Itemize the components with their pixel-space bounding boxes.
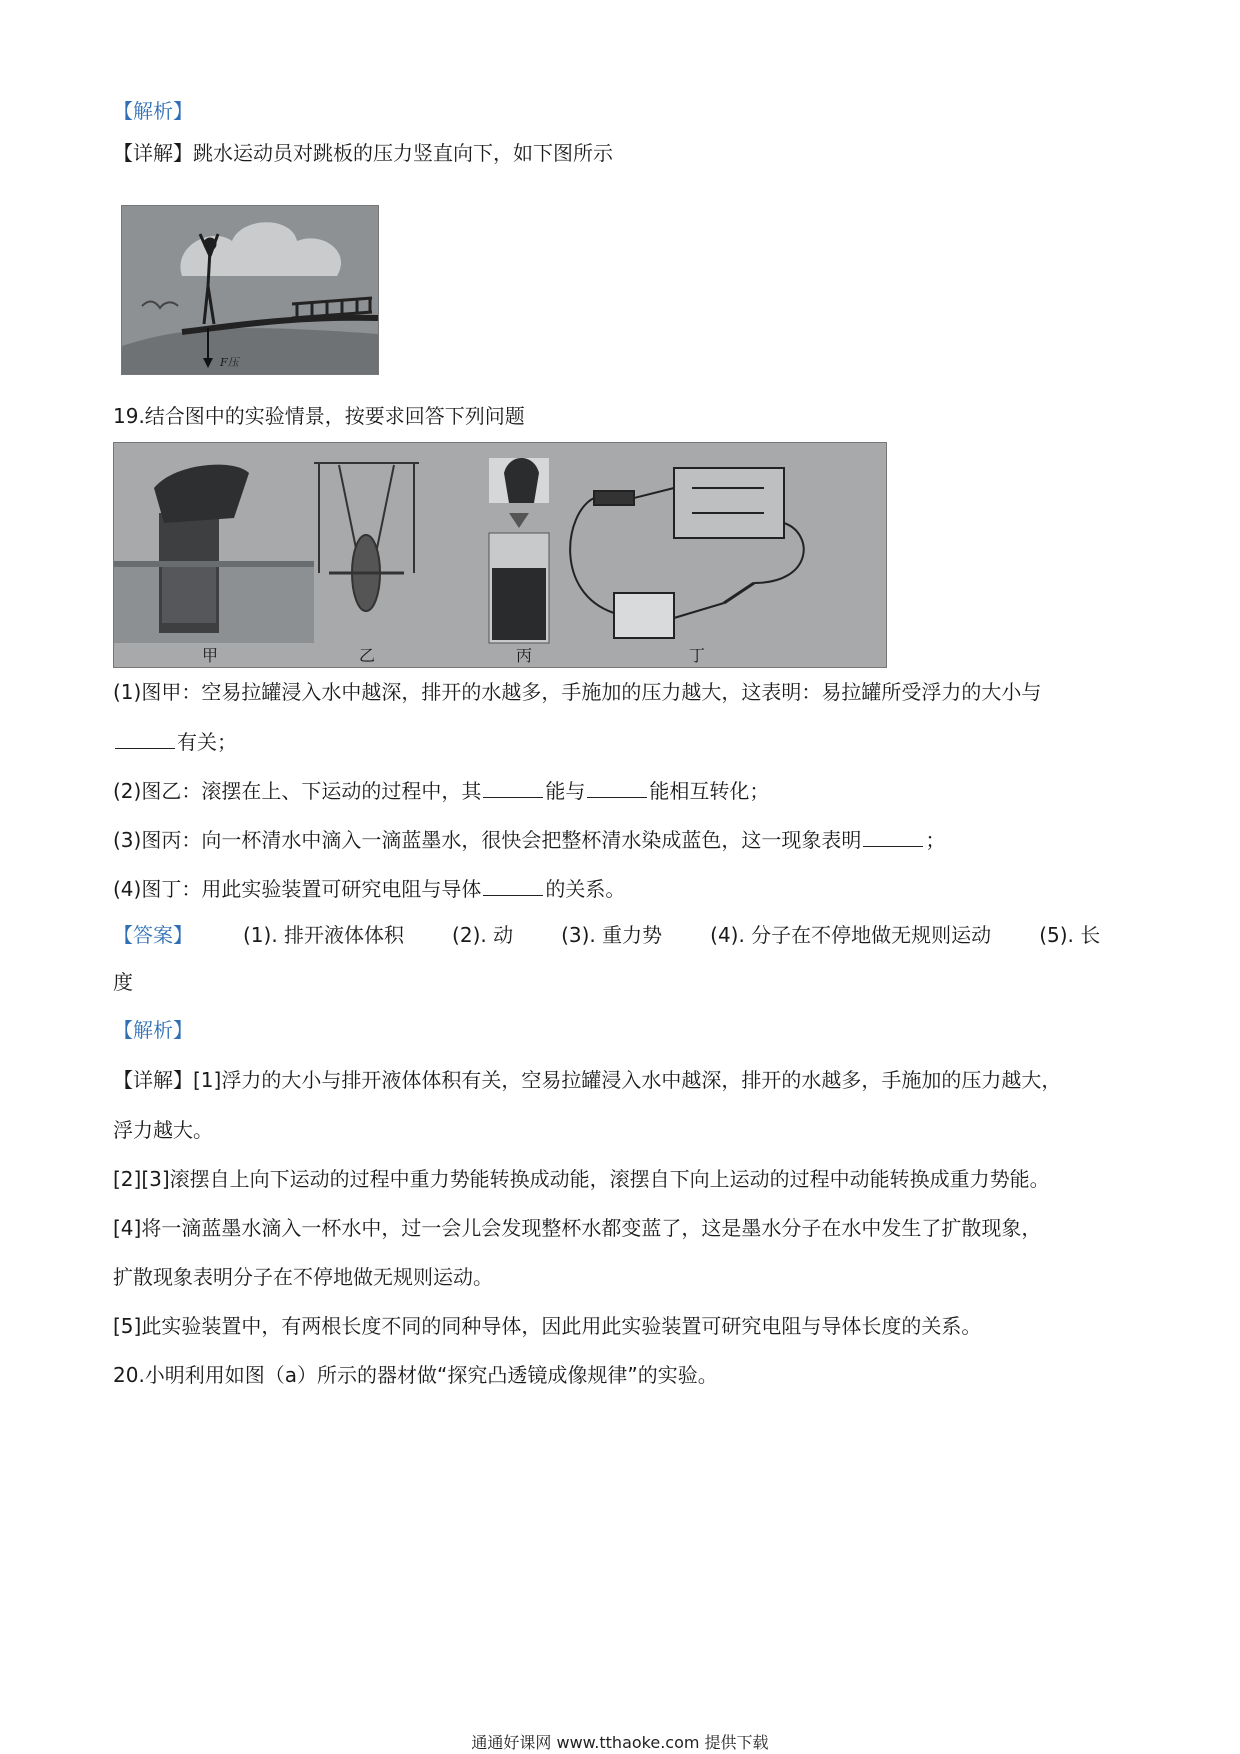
experiment-figure-strip bbox=[113, 442, 887, 668]
part-4-text: (4)图丁：用此实验装置可研究电阻与导体 bbox=[113, 877, 482, 901]
part-2-text-end: 能相互转化； bbox=[649, 779, 770, 803]
part-1-text: (1)图甲：空易拉罐浸入水中越深，排开的水越多，手施加的压力越大，这表明：易拉罐所受浮力的大小与 bbox=[113, 680, 1042, 704]
question-19-part-4 bbox=[113, 874, 625, 904]
figure-bing-drawing bbox=[489, 458, 549, 643]
diver-figure bbox=[121, 205, 379, 375]
part-3-text: (3)图丙：向一杯清水中滴入一滴蓝墨水，很快会把整杯清水染成蓝色，这一现象表明 bbox=[113, 828, 862, 852]
question-19-part-2 bbox=[113, 776, 769, 806]
answer-item-4: (4). 分子在不停地做无规则运动 bbox=[710, 923, 992, 947]
detail-2-label: 【详解】 bbox=[113, 1068, 193, 1092]
force-label: F压 bbox=[220, 356, 239, 369]
figure-label-bing: 丙 bbox=[516, 646, 533, 665]
detail-paragraph bbox=[113, 138, 613, 168]
figure-label-ding: 丁 bbox=[689, 646, 706, 665]
answer-continuation: 度 bbox=[113, 970, 133, 994]
answer-blank bbox=[587, 777, 647, 798]
detail-2-line-1 bbox=[113, 1065, 1061, 1095]
answer-blank bbox=[863, 826, 923, 847]
detail-2-line-6: [5]此实验装置中，有两根长度不同的同种导体，因此用此实验装置可研究电阻与导体长度的关系。 bbox=[113, 1314, 982, 1338]
analysis-label-2: 【解析】 bbox=[113, 1018, 193, 1042]
question-19-part-3 bbox=[113, 825, 945, 855]
part-2-text: (2)图乙：滚摆在上、下运动的过程中，其 bbox=[113, 779, 482, 803]
analysis-label: 【解析】 bbox=[113, 99, 193, 123]
figure-label-jia: 甲 bbox=[202, 646, 219, 665]
part-1-text-end: 有关； bbox=[177, 730, 237, 754]
question-19-part-1-cont bbox=[113, 727, 237, 757]
answer-blank bbox=[115, 728, 175, 749]
answer-label: 【答案】 bbox=[113, 923, 193, 947]
question-19-part-1 bbox=[113, 677, 1041, 707]
answer-item-2: (2). 动 bbox=[452, 923, 514, 947]
experiment-illustrations bbox=[114, 443, 886, 667]
part-4-text-end: 的关系。 bbox=[545, 877, 626, 901]
question-19-title: 19.结合图中的实验情景，按要求回答下列问题 bbox=[113, 404, 525, 428]
answer-item-5: (5). 长 bbox=[1039, 923, 1101, 947]
answer-item-1: (1). 排开液体体积 bbox=[243, 923, 405, 947]
detail-2-line-5: 扩散现象表明分子在不停地做无规则运动。 bbox=[113, 1265, 493, 1289]
answer-blank bbox=[483, 777, 543, 798]
diver-illustration bbox=[122, 206, 378, 374]
answer-line bbox=[113, 920, 1100, 950]
part-2-text-mid: 能与 bbox=[545, 779, 586, 803]
detail-2-line-2: 浮力越大。 bbox=[113, 1118, 213, 1142]
detail-label: 【详解】 bbox=[113, 141, 193, 165]
detail-2-line-4: [4]将一滴蓝墨水滴入一杯水中，过一会儿会发现整杯水都变蓝了，这是墨水分子在水中发生了扩散现象， bbox=[113, 1216, 1042, 1240]
answer-item-3: (3). 重力势 bbox=[561, 923, 663, 947]
page-footer: 通通好课网 www.tthaoke.com 提供下载 bbox=[471, 1733, 769, 1752]
detail-2-text-1: [1]浮力的大小与排开液体体积有关，空易拉罐浸入水中越深，排开的水越多，手施加的压力越大， bbox=[193, 1068, 1062, 1092]
answer-blank bbox=[483, 875, 543, 896]
part-3-text-end: ； bbox=[925, 828, 946, 852]
question-20-title: 20.小明利用如图（a）所示的器材做“探究凸透镜成像规律”的实验。 bbox=[113, 1363, 718, 1387]
detail-text: 跳水运动员对跳板的压力竖直向下，如下图所示 bbox=[193, 141, 613, 165]
detail-2-line-3: [2][3]滚摆自上向下运动的过程中重力势能转换成动能，滚摆自下向上运动的过程中动能转换成重力势能。 bbox=[113, 1167, 1050, 1191]
figure-label-yi: 乙 bbox=[359, 646, 376, 665]
